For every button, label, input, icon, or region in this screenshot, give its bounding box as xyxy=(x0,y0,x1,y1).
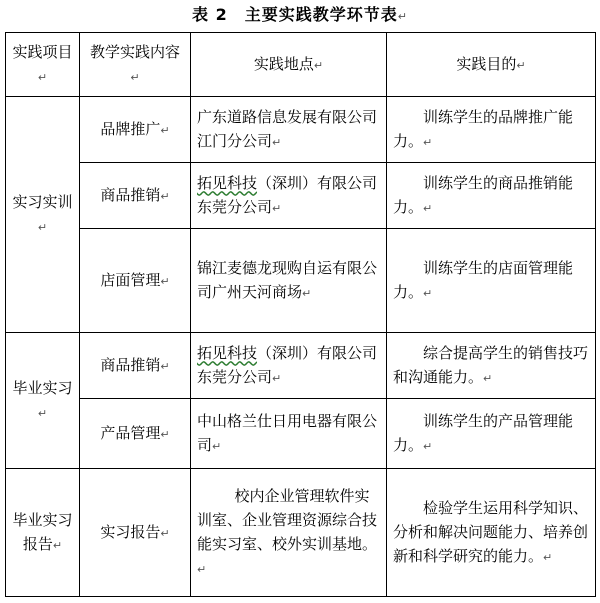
project-cell: 实习实训↵ xyxy=(6,97,80,333)
table-row xyxy=(6,163,596,229)
table-row xyxy=(6,229,596,333)
content-cell: 实习报告↵ xyxy=(80,469,191,597)
purpose-cell: 训练学生的品牌推广能力。↵ xyxy=(387,97,596,163)
content-cell: 产品管理↵ xyxy=(80,399,191,469)
project-cell: 毕业实习报告↵ xyxy=(6,469,80,597)
purpose-cell: 检验学生运用科学知识、分析和解决问题能力、培养创新和科学研究的能力。↵ xyxy=(387,469,596,597)
table-title-text: 表 2 主要实践教学环节表 xyxy=(192,5,398,24)
header-location: 实践地点↵ xyxy=(191,33,387,97)
purpose-cell: 训练学生的商品推销能力。↵ xyxy=(387,163,596,229)
location-cell: 锦江麦德龙现购自运有限公司广州天河商场↵ xyxy=(191,229,387,333)
location-cell: 广东道路信息发展有限公司江门分公司↵ xyxy=(191,97,387,163)
content-cell: 店面管理↵ xyxy=(80,229,191,333)
practice-table xyxy=(5,32,596,597)
table-row xyxy=(6,333,596,399)
paragraph-mark: ↵ xyxy=(397,10,408,23)
location-cell: 中山格兰仕日用电器有限公司↵ xyxy=(191,399,387,469)
header-row xyxy=(6,33,596,97)
content-cell: 商品推销↵ xyxy=(80,333,191,399)
header-project: 实践项目↵ xyxy=(6,33,80,97)
content-cell: 品牌推广↵ xyxy=(80,97,191,163)
purpose-cell: 综合提高学生的销售技巧和沟通能力。↵ xyxy=(387,333,596,399)
table-row xyxy=(6,469,596,597)
header-purpose: 实践目的↵ xyxy=(387,33,596,97)
purpose-cell: 训练学生的产品管理能力。↵ xyxy=(387,399,596,469)
location-cell: 拓见科技（深圳）有限公司东莞分公司↵ xyxy=(191,163,387,229)
content-cell: 商品推销↵ xyxy=(80,163,191,229)
table-row xyxy=(6,399,596,469)
header-content: 教学实践内容↵ xyxy=(80,33,191,97)
location-cell: 拓见科技（深圳）有限公司东莞分公司↵ xyxy=(191,333,387,399)
table-row xyxy=(6,97,596,163)
table-title xyxy=(0,0,600,30)
purpose-cell: 训练学生的店面管理能力。↵ xyxy=(387,229,596,333)
location-cell: 校内企业管理软件实训室、企业管理资源综合技能实习室、校外实训基地。↵ xyxy=(191,469,387,597)
project-cell: 毕业实习↵ xyxy=(6,333,80,469)
